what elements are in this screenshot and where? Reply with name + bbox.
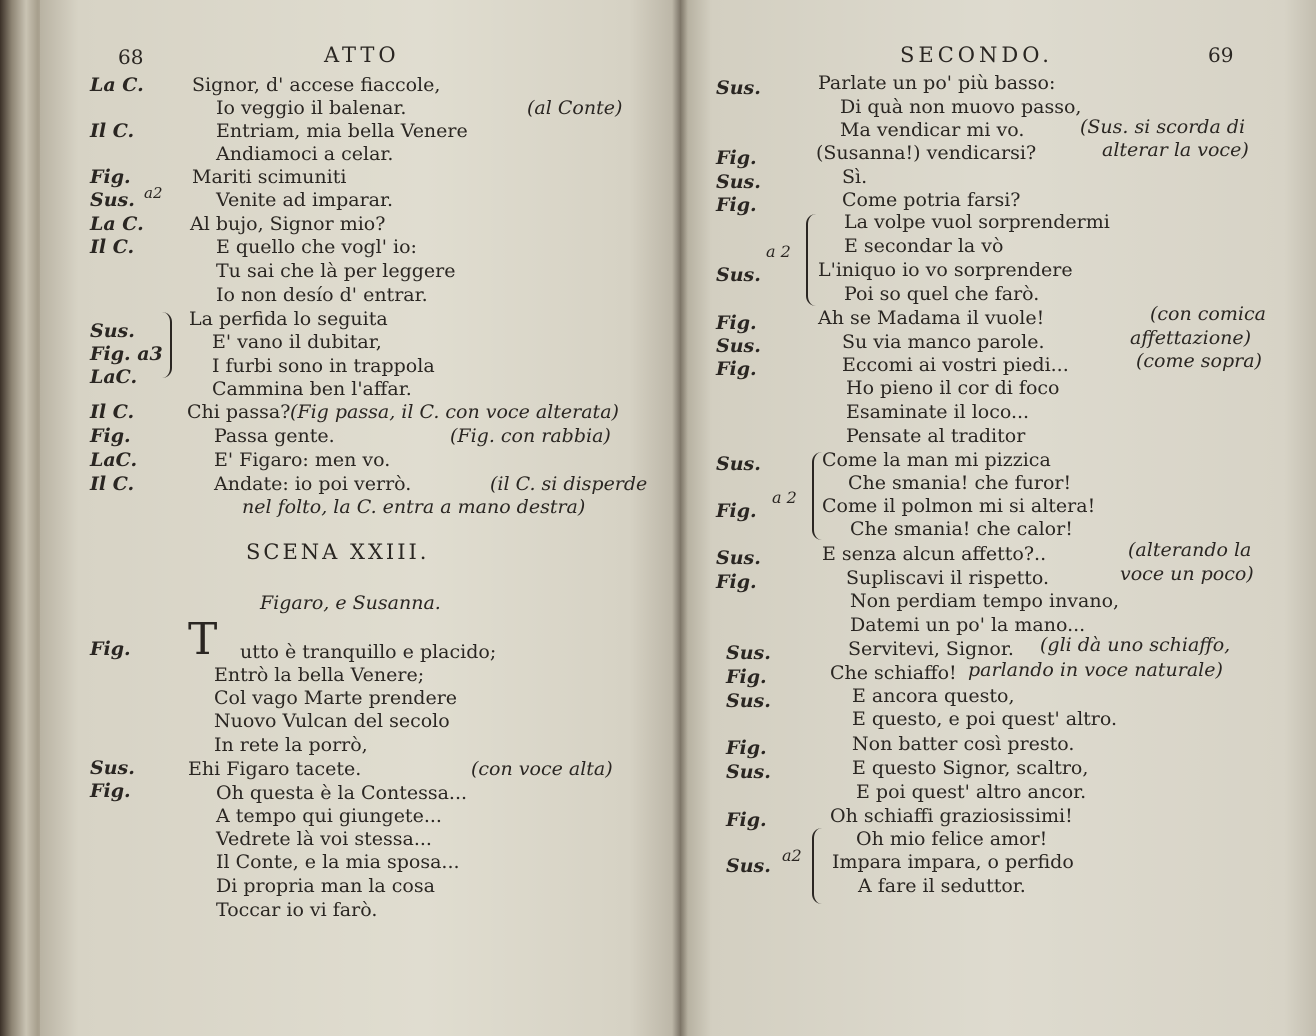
stage-direction: voce un poco): [1120, 563, 1254, 585]
speaker-label: Sus.: [716, 453, 761, 475]
a2-mark: a2: [782, 846, 802, 865]
book-gutter: [672, 0, 688, 1036]
right-page-number: 69: [1208, 43, 1234, 67]
verse-line: E secondar la vò: [844, 235, 1004, 257]
verse-line: Pensate al traditor: [846, 425, 1026, 447]
right-running-head: SECONDO.: [900, 43, 1053, 67]
scene-characters: Figaro, e Susanna.: [260, 592, 441, 614]
speaker-label: La C.: [90, 74, 144, 96]
verse-line: Che smania! che calor!: [850, 518, 1073, 540]
verse-line: A fare il seduttor.: [858, 875, 1026, 897]
verse-line: Sì.: [842, 166, 868, 188]
verse-line: La perfida lo seguita: [189, 308, 388, 330]
verse-line: La volpe vuol sorprendermi: [844, 211, 1110, 233]
verse-line: Andiamoci a celar.: [216, 143, 394, 165]
speaker-label: Sus.: [716, 77, 761, 99]
speaker-label: Sus.: [726, 761, 771, 783]
right-duet-brace-3: [812, 828, 824, 904]
verse-line: Signor, d' accese fiaccole,: [192, 74, 441, 96]
verse-line: Eccomi ai vostri piedi...: [842, 354, 1069, 376]
verse-line: A tempo qui giungete...: [216, 805, 442, 827]
speaker-label: Fig.: [716, 147, 757, 169]
speaker-label: Sus.: [726, 855, 771, 877]
speaker-label: Fig.: [726, 737, 767, 759]
left-running-head: ATTO: [324, 43, 400, 67]
stage-direction: (Sus. si scorda di: [1080, 116, 1246, 138]
verse-line: Che schiaffo!: [830, 662, 957, 684]
left-trio-brace: [160, 312, 172, 378]
verse-line: Oh questa è la Contessa...: [216, 782, 468, 804]
stage-direction: (Fig passa, il C. con voce alterata): [290, 401, 619, 423]
speaker-label: Fig.: [716, 358, 757, 380]
verse-line: Come la man mi pizzica: [822, 449, 1051, 471]
speaker-label: Sus.: [716, 547, 761, 569]
stage-direction: alterar la voce): [1102, 139, 1249, 161]
verse-line: Che smania! che furor!: [848, 472, 1072, 494]
verse-line: E' Figaro: men vo.: [214, 449, 391, 471]
verse-line: Ho pieno il cor di foco: [846, 377, 1060, 399]
verse-line: Nuovo Vulcan del secolo: [214, 710, 450, 732]
verse-line: Ah se Madama il vuole!: [818, 307, 1045, 329]
verse-line: Venite ad imparar.: [216, 189, 394, 211]
speaker-label: Sus.: [716, 264, 761, 286]
stage-direction: (gli dà uno schiaffo,: [1040, 634, 1231, 656]
verse-line: Come il polmon mi si altera!: [822, 495, 1096, 517]
verse-line: Io veggio il balenar.: [216, 97, 407, 119]
verse-line: Parlate un po' più basso:: [818, 72, 1056, 94]
stage-direction: nel folto, la C. entra a mano destra): [242, 496, 586, 518]
stage-direction: parlando in voce naturale): [968, 659, 1223, 681]
a2-mark: a 2: [772, 488, 797, 507]
speaker-label: Sus.: [90, 320, 135, 342]
verse-line: Entrò la bella Venere;: [214, 664, 425, 686]
stage-direction: (Fig. con rabbia): [450, 425, 611, 447]
verse-line: In rete la porrò,: [214, 734, 368, 756]
verse-line: Datemi un po' la mano...: [850, 614, 1086, 636]
a2-mark: a2: [144, 184, 163, 202]
verse-line: Col vago Marte prendere: [214, 687, 458, 709]
left-page-number: 68: [118, 45, 144, 69]
verse-line: Al bujo, Signor mio?: [190, 213, 386, 235]
speaker-label: Il C.: [90, 236, 135, 258]
speaker-label: Fig.: [716, 194, 757, 216]
speaker-label: LaC.: [90, 449, 138, 471]
verse-line: Vedrete là voi stessa...: [216, 828, 432, 850]
verse-line: Ehi Figaro tacete.: [188, 758, 362, 780]
right-duet-brace-1: [806, 214, 818, 306]
verse-line: Di quà non muovo passo,: [840, 96, 1082, 118]
verse-line: Andate: io poi verrò.: [214, 473, 412, 495]
verse-line: E quello che vogl' io:: [216, 236, 417, 258]
speaker-label: Fig.: [716, 571, 757, 593]
verse-line: Supliscavi il rispetto.: [846, 567, 1050, 589]
stage-direction: (alterando la: [1128, 539, 1252, 561]
speaker-label: Sus.: [716, 335, 761, 357]
verse-line: Non batter così presto.: [852, 733, 1075, 755]
verse-line: Chi passa?: [187, 401, 291, 423]
verse-line: I furbi sono in trappola: [212, 355, 435, 377]
verse-line: Mariti scimuniti: [192, 166, 347, 188]
speaker-label: Il C.: [90, 473, 135, 495]
a2-mark: a 2: [766, 242, 791, 261]
speaker-label: Fig.: [716, 312, 757, 334]
verse-line: L'iniquo io vo sorprendere: [818, 259, 1073, 281]
verse-line: Oh mio felice amor!: [856, 828, 1048, 850]
verse-line: Entriam, mia bella Venere: [216, 120, 468, 142]
verse-line: Il Conte, e la mia sposa...: [216, 851, 460, 873]
speaker-label: Il C.: [90, 401, 135, 423]
drop-cap: T: [188, 614, 218, 665]
speaker-label: LaC.: [90, 366, 138, 388]
verse-line: Cammina ben l'affar.: [212, 378, 412, 400]
verse-line: Esaminate il loco...: [846, 401, 1030, 423]
verse-line: (Susanna!) vendicarsi?: [816, 142, 1037, 164]
verse-line: Impara impara, o perfido: [832, 851, 1074, 873]
speaker-label: Sus.: [716, 171, 761, 193]
verse-line: E questo, e poi quest' altro.: [852, 708, 1118, 730]
verse-line: E senza alcun affetto?..: [822, 543, 1047, 565]
verse-line: Di propria man la cosa: [216, 875, 435, 897]
speaker-label: Sus.: [726, 642, 771, 664]
verse-line: Io non desío d' entrar.: [216, 284, 428, 306]
speaker-label: Fig.: [90, 780, 131, 802]
verse-line: Poi so quel che farò.: [844, 283, 1040, 305]
stage-direction: (con comica: [1150, 303, 1266, 325]
verse-line: E ancora questo,: [852, 685, 1015, 707]
speaker-label: Fig.: [90, 166, 131, 188]
verse-line: Tu sai che là per leggere: [216, 260, 456, 282]
verse-line: Servitevi, Signor.: [848, 638, 1014, 660]
verse-line: Su via manco parole.: [842, 331, 1045, 353]
stage-direction: affettazione): [1130, 327, 1252, 349]
scene-title: SCENA XXIII.: [246, 540, 430, 564]
verse-line: Come potria farsi?: [842, 189, 1021, 211]
speaker-label: Fig.: [90, 638, 131, 660]
speaker-label: Sus.: [90, 757, 135, 779]
verse-line: E questo Signor, scaltro,: [852, 757, 1089, 779]
verse-line: Passa gente.: [214, 425, 335, 447]
stage-direction: (come sopra): [1136, 350, 1262, 372]
speaker-label: Fig.: [726, 809, 767, 831]
speaker-label: Fig.: [90, 425, 131, 447]
right-duet-brace-2: [812, 452, 824, 540]
verse-line: Non perdiam tempo invano,: [850, 590, 1120, 612]
verse-line: E poi quest' altro ancor.: [856, 781, 1087, 803]
verse-line: E' vano il dubitar,: [212, 331, 382, 353]
speaker-label: Fig. a3: [90, 343, 163, 365]
stage-direction: (il C. si disperde: [490, 473, 648, 495]
speaker-label: Fig.: [716, 500, 757, 522]
speaker-label: Sus.: [90, 189, 135, 211]
verse-line: Toccar io vi farò.: [216, 899, 378, 921]
speaker-label: Il C.: [90, 120, 135, 142]
stage-direction: (al Conte): [527, 97, 623, 119]
speaker-label: Fig.: [726, 666, 767, 688]
verse-line: utto è tranquillo e placido;: [240, 641, 497, 663]
stage-direction: (con voce alta): [471, 758, 613, 780]
verse-line: Ma vendicar mi vo.: [840, 119, 1025, 141]
speaker-label: Sus.: [726, 690, 771, 712]
speaker-label: La C.: [90, 213, 144, 235]
verse-line: Oh schiaffi graziosissimi!: [830, 805, 1073, 827]
